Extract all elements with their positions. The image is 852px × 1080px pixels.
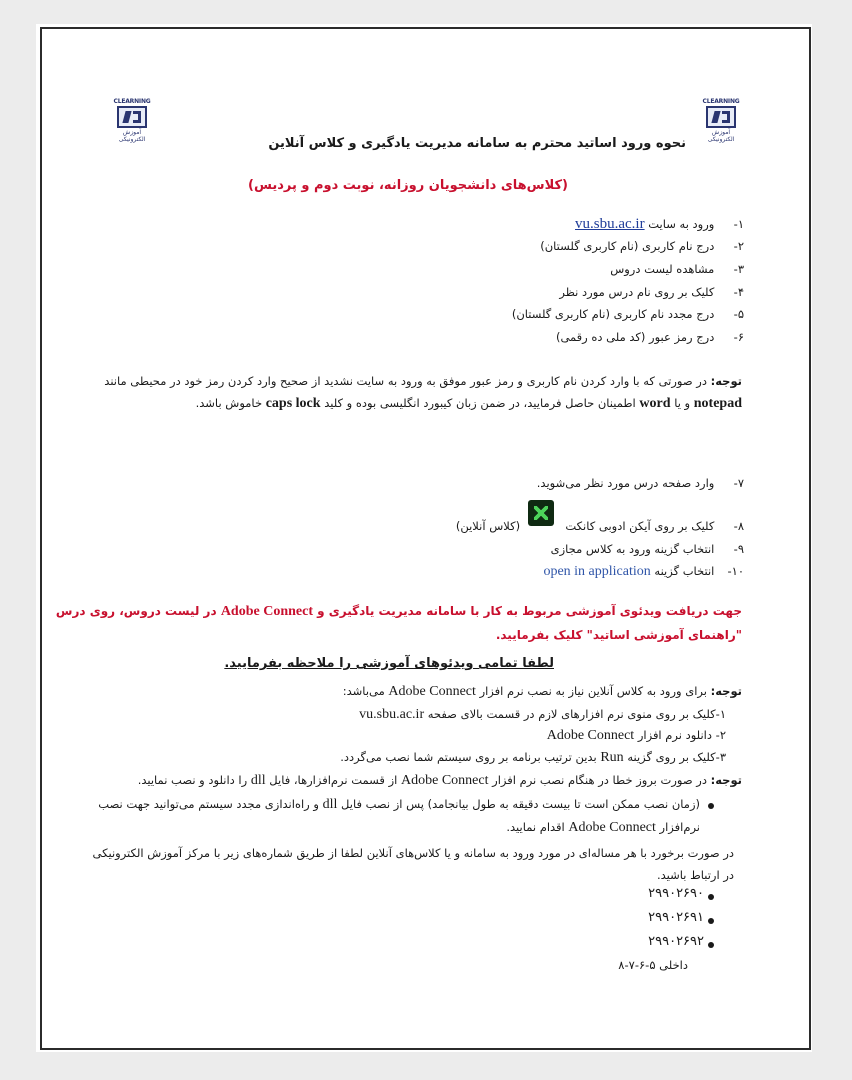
note-3-line-1: توجه: در صورت بروز خطا در هنگام نصب نرم افزار Adobe Connect از قسمت نرم‌افزارها، فایل dll را دانلود و نصب نمایید. [137, 773, 742, 788]
note-3-bullet-line-2: نرم‌افزار Adobe Connect اقدام نمایید. [506, 820, 700, 835]
step-8: ۸- کلیک بر روی آیکن ادوبی کانکت (کلاس آنلاین) [455, 519, 744, 533]
phone-3: ۲۹۹۰۲۶۹۲ [648, 934, 704, 949]
logo-caption: CLEARNING [702, 98, 740, 105]
step-10: ۱۰- انتخاب گزینه open in application [543, 564, 744, 579]
note-2-item-1: ۱-کلیک بر روی منوی نرم افزارهای لازم در قسمت بالای صفحه vu.sbu.ac.ir [359, 707, 726, 722]
phone-extension: داخلی ۵-۶-۷-۸ [618, 958, 688, 972]
open-in-application-option: open in application [543, 564, 651, 579]
logo-mark-icon [117, 106, 147, 128]
bullet-icon [708, 918, 714, 924]
step-9: ۹- انتخاب گزینه ورود به کلاس مجازی [550, 542, 744, 556]
logo-subcaption: آموزش الکترونیکی [118, 129, 146, 143]
step-6: ۶- درج رمز عبور (کد ملی ده رقمی) [555, 330, 744, 344]
step-3: ۳- مشاهده لیست دروس [610, 262, 744, 276]
phone-2: ۲۹۹۰۲۶۹۱ [648, 910, 704, 925]
step-5: ۵- درج مجدد نام کاربری (نام کاربری گلستان) [511, 307, 744, 321]
step-1: ۱- ورود به سایت vu.sbu.ac.ir [575, 216, 744, 232]
logo-mark-icon [706, 106, 736, 128]
adobe-connect-icon[interactable] [528, 500, 554, 526]
note-3-bullet-line-1: (زمان نصب ممکن است تا بیست دقیقه به طول بیانجامد) پس از نصب فایل dll و راه‌اندازی مجدد سیستم می‌توانید جهت نصب [98, 797, 700, 812]
bullet-icon [708, 894, 714, 900]
note-2-item-3: ۳-کلیک بر روی گزینه Run بدین ترتیب برنامه بر روی سیستم شما نصب می‌گردد. [340, 750, 726, 765]
video-watch-all: لطفا تمامی ویدئوهای آموزشی را ملاحظه بفرمایید. [224, 656, 554, 671]
step-4: ۴- کلیک بر روی نام درس مورد نظر [559, 285, 744, 299]
video-notice-line-2: "راهنمای آموزشی اساتید" کلیک بفرمایید. [495, 628, 742, 642]
contact-line-1: در صورت برخورد با هر مساله‌ای در مورد ورود به سامانه و یا کلاس‌های آنلاین لطفا از طریق شماره‌های زیر با مرکز آموزش الکترونیکی [92, 846, 734, 860]
logo-caption: CLEARNING [113, 98, 151, 105]
contact-line-2: در ارتباط باشید. [656, 868, 734, 882]
note-2-line-1: توجه: برای ورود به کلاس آنلاین نیاز به نصب نرم افزار Adobe Connect می‌باشد: [342, 684, 742, 699]
bullet-icon [708, 803, 714, 809]
logo-subcaption: آموزش الکترونیکی [707, 129, 735, 143]
site-link[interactable]: vu.sbu.ac.ir [575, 216, 645, 232]
page-title: نحوه ورود اساتید محترم به سامانه مدیریت یادگیری و کلاس آنلاین [268, 136, 686, 151]
note-1-line-1: توجه: در صورتی که با وارد کردن نام کاربری و رمز عبور موفق به ورود به سایت نشدید از صحیح وارد کردن رمز خود در محیطی مانند [104, 374, 742, 388]
bullet-icon [708, 942, 714, 948]
clearning-logo-left [113, 98, 151, 143]
page-subtitle: (کلاس‌های دانشجویان روزانه، نوبت دوم و پردیس) [248, 178, 568, 193]
phone-1: ۲۹۹۰۲۶۹۰ [648, 886, 704, 901]
step-7: ۷- وارد صفحه درس مورد نظر می‌شوید. [536, 476, 744, 490]
video-notice-line-1: جهت دریافت ویدئوی آموزشی مربوط به کار با سامانه مدیریت یادگیری و Adobe Connect در لیست دروس، روی درس [55, 604, 742, 619]
step-2: ۲- درج نام کاربری (نام کاربری گلستان) [540, 239, 744, 253]
note-2-item-2: ۲- دانلود نرم افزار Adobe Connect [546, 728, 726, 743]
note-1-line-2: notepad و یا word اطمینان حاصل فرمایید، در ضمن زبان کیبورد انگلیسی بوده و کلید caps lock خاموش باشد. [195, 396, 742, 411]
clearning-logo-right [702, 98, 740, 143]
